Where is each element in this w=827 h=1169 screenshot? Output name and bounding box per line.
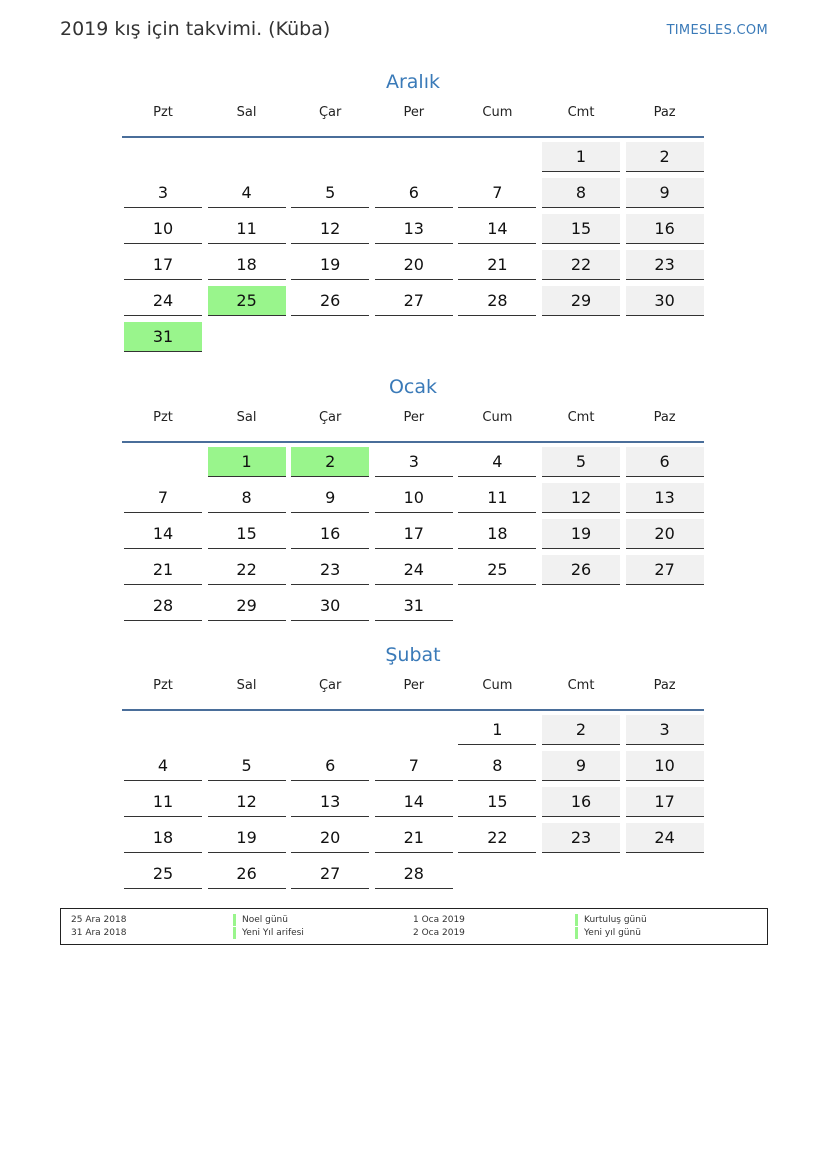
day-cell: 29 <box>542 286 620 316</box>
day-cell: 12 <box>542 483 620 513</box>
holiday-day-cell: 31 <box>124 322 202 352</box>
weekday-label: Cmt <box>567 678 595 693</box>
legend-holiday-name: Yeni Yıl arifesi <box>233 927 304 939</box>
day-cell: 4 <box>208 178 286 208</box>
day-cell: 20 <box>375 250 453 280</box>
day-cell: 10 <box>124 214 202 244</box>
day-cell: 20 <box>626 519 704 549</box>
day-cell: 4 <box>458 447 536 477</box>
weekday-header-row <box>122 677 704 711</box>
day-cell: 28 <box>124 591 202 621</box>
weekday-label: Cmt <box>567 410 595 425</box>
weekday-label: Sal <box>236 105 257 120</box>
day-cell: 15 <box>542 214 620 244</box>
weekday-label: Çar <box>318 410 342 425</box>
day-cell: 13 <box>291 787 369 817</box>
day-cell: 24 <box>626 823 704 853</box>
day-cell: 21 <box>458 250 536 280</box>
day-cell: 6 <box>291 751 369 781</box>
day-cell: 7 <box>124 483 202 513</box>
day-cell: 5 <box>542 447 620 477</box>
day-cell: 8 <box>458 751 536 781</box>
month-calendar <box>122 68 704 358</box>
weekday-label: Sal <box>236 410 257 425</box>
day-cell: 6 <box>626 447 704 477</box>
day-cell: 2 <box>626 142 704 172</box>
weekday-header-row <box>122 409 704 443</box>
day-cell: 12 <box>291 214 369 244</box>
day-grid <box>122 715 704 895</box>
day-cell: 22 <box>208 555 286 585</box>
day-cell: 1 <box>542 142 620 172</box>
weekday-label: Cum <box>482 410 513 425</box>
day-cell: 13 <box>375 214 453 244</box>
day-cell: 28 <box>375 859 453 889</box>
legend-holiday-name: Noel günü <box>233 914 288 926</box>
day-cell: 17 <box>375 519 453 549</box>
day-cell: 12 <box>208 787 286 817</box>
day-cell: 1 <box>458 715 536 745</box>
day-cell: 20 <box>291 823 369 853</box>
month-calendar <box>122 373 704 627</box>
day-cell: 25 <box>124 859 202 889</box>
legend-date: 2 Oca 2019 <box>413 928 465 938</box>
holiday-day-cell: 1 <box>208 447 286 477</box>
day-cell: 22 <box>542 250 620 280</box>
day-cell: 26 <box>208 859 286 889</box>
day-cell: 10 <box>626 751 704 781</box>
day-cell: 9 <box>542 751 620 781</box>
day-cell: 14 <box>458 214 536 244</box>
day-cell: 4 <box>124 751 202 781</box>
day-cell: 26 <box>542 555 620 585</box>
weekday-label: Cmt <box>567 105 595 120</box>
day-cell: 15 <box>458 787 536 817</box>
weekday-label: Paz <box>653 105 676 120</box>
day-cell: 18 <box>124 823 202 853</box>
day-cell: 24 <box>375 555 453 585</box>
month-title: Ocak <box>388 376 438 398</box>
day-cell: 16 <box>626 214 704 244</box>
holiday-day-cell: 2 <box>291 447 369 477</box>
weekday-label: Sal <box>236 678 257 693</box>
weekday-label: Pzt <box>153 105 173 120</box>
day-cell: 16 <box>291 519 369 549</box>
day-cell: 9 <box>291 483 369 513</box>
day-cell: 30 <box>291 591 369 621</box>
day-cell: 5 <box>291 178 369 208</box>
month-title: Aralık <box>385 71 440 93</box>
holiday-legend <box>60 908 768 945</box>
legend-date: 1 Oca 2019 <box>413 915 465 925</box>
page-header <box>60 18 768 48</box>
day-cell: 19 <box>208 823 286 853</box>
day-cell: 22 <box>458 823 536 853</box>
day-cell: 25 <box>458 555 536 585</box>
day-cell: 18 <box>458 519 536 549</box>
legend-holiday-name: Kurtuluş günü <box>575 914 647 926</box>
day-cell: 23 <box>626 250 704 280</box>
brand-logo-text[interactable]: TIMESLES.COM <box>666 23 768 38</box>
day-cell: 9 <box>626 178 704 208</box>
day-cell: 23 <box>291 555 369 585</box>
day-cell: 7 <box>375 751 453 781</box>
day-cell: 2 <box>542 715 620 745</box>
day-cell: 11 <box>208 214 286 244</box>
day-cell: 21 <box>375 823 453 853</box>
day-cell: 30 <box>626 286 704 316</box>
weekday-header-row <box>122 104 704 138</box>
day-cell: 24 <box>124 286 202 316</box>
day-cell: 3 <box>124 178 202 208</box>
day-cell: 8 <box>542 178 620 208</box>
day-cell: 31 <box>375 591 453 621</box>
weekday-label: Per <box>403 105 425 120</box>
weekday-label: Pzt <box>153 410 173 425</box>
day-cell: 17 <box>124 250 202 280</box>
day-cell: 17 <box>626 787 704 817</box>
day-cell: 23 <box>542 823 620 853</box>
day-cell: 3 <box>626 715 704 745</box>
weekday-label: Cum <box>482 678 513 693</box>
month-calendar <box>122 641 704 895</box>
page-title: 2019 kış için takvimi. (Küba) <box>60 18 331 40</box>
day-cell: 5 <box>208 751 286 781</box>
day-cell: 27 <box>291 859 369 889</box>
holiday-day-cell: 25 <box>208 286 286 316</box>
weekday-label: Pzt <box>153 678 173 693</box>
day-cell: 14 <box>375 787 453 817</box>
day-cell: 19 <box>542 519 620 549</box>
weekday-label: Per <box>403 678 425 693</box>
day-cell: 8 <box>208 483 286 513</box>
day-grid <box>122 142 704 358</box>
day-cell: 16 <box>542 787 620 817</box>
day-cell: 28 <box>458 286 536 316</box>
weekday-label: Paz <box>653 410 676 425</box>
day-cell: 6 <box>375 178 453 208</box>
day-cell: 26 <box>291 286 369 316</box>
day-grid <box>122 447 704 627</box>
day-cell: 13 <box>626 483 704 513</box>
month-title: Şubat <box>385 644 441 666</box>
day-cell: 19 <box>291 250 369 280</box>
day-cell: 11 <box>124 787 202 817</box>
day-cell: 7 <box>458 178 536 208</box>
weekday-label: Cum <box>482 105 513 120</box>
weekday-label: Çar <box>318 678 342 693</box>
weekday-label: Paz <box>653 678 676 693</box>
day-cell: 14 <box>124 519 202 549</box>
legend-date: 25 Ara 2018 <box>71 915 127 925</box>
day-cell: 15 <box>208 519 286 549</box>
day-cell: 18 <box>208 250 286 280</box>
day-cell: 27 <box>375 286 453 316</box>
day-cell: 10 <box>375 483 453 513</box>
day-cell: 3 <box>375 447 453 477</box>
day-cell: 27 <box>626 555 704 585</box>
day-cell: 29 <box>208 591 286 621</box>
weekday-label: Per <box>403 410 425 425</box>
day-cell: 11 <box>458 483 536 513</box>
weekday-label: Çar <box>318 105 342 120</box>
legend-holiday-name: Yeni yıl günü <box>575 927 641 939</box>
day-cell: 21 <box>124 555 202 585</box>
legend-date: 31 Ara 2018 <box>71 928 127 938</box>
